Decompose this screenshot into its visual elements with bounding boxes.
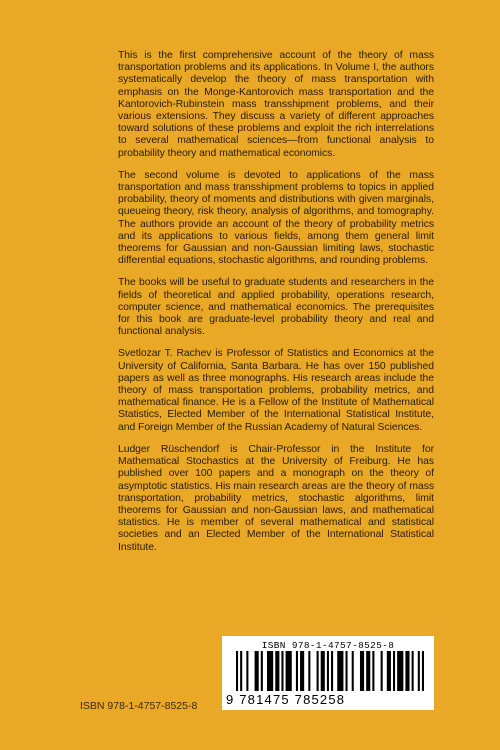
barcode-bar (387, 651, 391, 691)
barcode-digits: 9 781475 785258 (226, 692, 346, 707)
barcode-box (222, 636, 434, 710)
description-paragraph-2: The second volume is devoted to applications of the mass transportation and mass transshipment problems to topics in applied probability, theory of moments and distributions with given marginals, queueing theory, risk theory, analysis of algorithms, and tomography. The authors provide an account of the theory of probability metrics and its applications to various fields, among them general limit theorems for Gaussian and non-Gaussian limiting laws, stochastic differential equations, stochastic algorithms, and rounding problems. (118, 169, 434, 267)
back-cover-text (118, 50, 434, 564)
barcode-bar (286, 651, 292, 691)
barcode-bar (246, 651, 248, 691)
barcode-bar (308, 651, 310, 691)
barcode-bar (255, 651, 259, 691)
barcode-bar (352, 651, 354, 691)
barcode-bar (321, 651, 325, 691)
barcode-bar (337, 651, 343, 691)
author-bio-rachev: Svetlozar T. Rachev is Professor of Statistics and Economics at the University of California, Santa Barbara. He has over 150 published papers as well as three monographs. His research areas include the theory of mass transportation problems, probability metrics, and mathematical finance. He is a Fellow of the Institute of Mathematical Statistics, Elected Member of the International Statistical Institute, and Foreign Member of the Russian Academy of Natural Sciences. (118, 348, 434, 433)
barcode-isbn-label: ISBN 978-1-4757-8525-8 (261, 640, 395, 651)
barcode-bar (422, 651, 424, 691)
author-bio-ruschendorf: Ludger Rüschendorf is Chair-Professor in the Institute for Mathematical Stochastics at the University of Freiburg. He has published over 100 papers and a monograph on the theory of asymptotic statistics. His main research areas are the theory of mass transportation, probability metrics, stochastic algorithms, limit theorems for Gaussian and non-Gaussian laws, and mathematical statistics. He is member of several mathematical and statistical societies and an Elected Member of the International Statistical Institute. (118, 443, 434, 553)
barcode-bar (327, 651, 329, 691)
barcode-bar (345, 651, 347, 691)
barcode-bar (372, 651, 374, 691)
barcode-bar (412, 651, 414, 691)
barcode-bar (381, 651, 383, 691)
barcode-bar (261, 651, 263, 691)
barcode-bar (317, 651, 319, 691)
barcode-bars (236, 651, 424, 691)
barcode-bar (236, 651, 238, 691)
description-paragraph-1: This is the first comprehensive account of the theory of mass transportation problems and its applications. In Volume I, the authors systematically develop the theory of mass transportation with emphasis on the Monge-Kantorovich mass transportation and the Kantorovich-Rubinstein mass transshipment problems, and their various extensions. They discuss a variety of different approaches toward solutions of these problems and exploit the rich interrelations to several mathematical sciences—from functional analysis to probability theory and mathematical economics. (118, 50, 434, 159)
barcode-bar (418, 651, 420, 691)
barcode-bar (281, 651, 283, 691)
barcode-bar (331, 651, 333, 691)
isbn-footer: ISBN 978-1-4757-8525-8 (80, 700, 198, 712)
barcode-bar (397, 651, 403, 691)
barcode-bar (267, 651, 273, 691)
barcode-bar (360, 651, 364, 691)
barcode-bar (393, 651, 395, 691)
barcode-bar (405, 651, 409, 691)
barcode-bar (300, 651, 304, 691)
barcode-bar (275, 651, 279, 691)
barcode-bar (296, 651, 298, 691)
barcode-bar (240, 651, 242, 691)
barcode-bar (366, 651, 370, 691)
audience-paragraph: The books will be useful to graduate students and researchers in the fields of theoretical and applied probability, operations research, computer science, and mathematical economics. The prerequisites for this book are graduate-level probability theory and real and functional analysis. (118, 277, 434, 338)
